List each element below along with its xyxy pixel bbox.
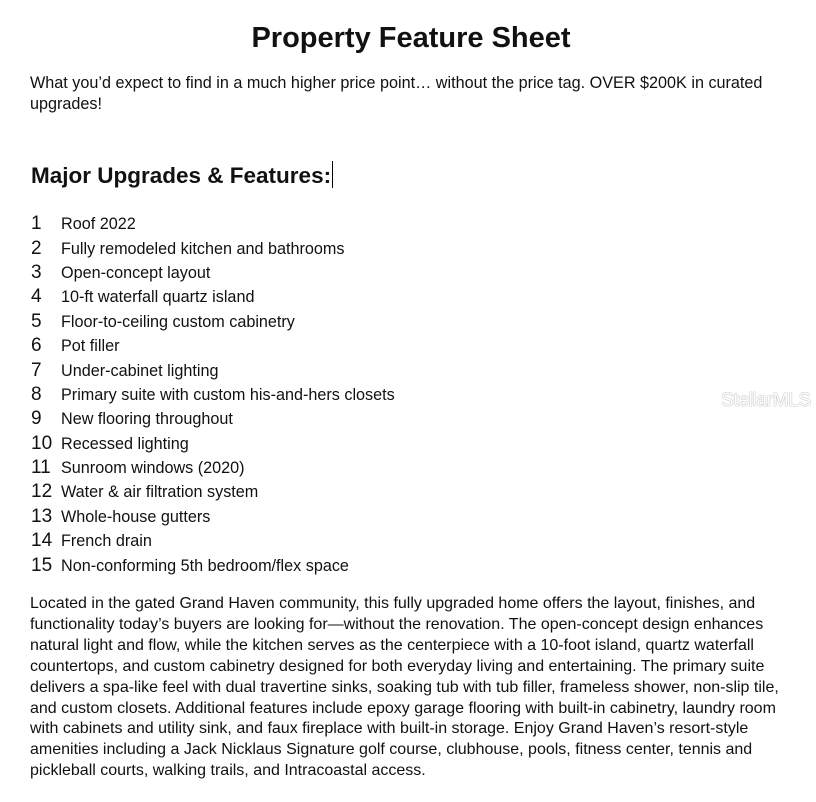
list-item — [31, 358, 395, 382]
feature-label: Roof 2022 — [61, 215, 136, 234]
list-item — [31, 456, 395, 480]
list-item — [31, 310, 395, 334]
list-item — [31, 529, 395, 553]
feature-label: French drain — [61, 532, 152, 551]
feature-number: 8 — [31, 383, 42, 405]
page-title: Property Feature Sheet — [251, 22, 571, 54]
feature-label: Fully remodeled kitchen and bathrooms — [61, 239, 345, 258]
feature-number: 7 — [31, 359, 42, 381]
list-item — [31, 432, 395, 456]
feature-number: 13 — [31, 505, 53, 527]
feature-number: 12 — [31, 481, 53, 503]
feature-label: New flooring throughout — [61, 410, 233, 429]
feature-number: 10 — [31, 432, 53, 454]
list-item — [31, 236, 395, 260]
list-item — [31, 553, 395, 577]
feature-number: 5 — [31, 310, 42, 332]
feature-number: 11 — [31, 457, 51, 479]
section-heading — [31, 161, 333, 191]
feature-label: Floor-to-ceiling custom cabinetry — [61, 312, 295, 331]
feature-label: Pot filler — [61, 337, 120, 356]
intro-paragraph: What you’d expect to find in a much higher price point… without the price tag. OVER $200K in curated upgrades! — [30, 74, 763, 113]
list-item — [31, 505, 395, 529]
list-item — [31, 407, 395, 431]
list-item — [31, 212, 395, 236]
feature-number: 1 — [31, 213, 42, 235]
feature-number: 2 — [31, 237, 42, 259]
feature-number: 15 — [31, 554, 53, 576]
feature-label: Under-cabinet lighting — [61, 361, 219, 380]
feature-label: Open-concept layout — [61, 263, 211, 282]
feature-number: 14 — [31, 530, 53, 552]
feature-label: Water & air filtration system — [61, 483, 259, 502]
feature-number: 9 — [31, 408, 42, 430]
feature-label: Whole-house gutters — [61, 507, 211, 526]
feature-number: 6 — [31, 335, 42, 357]
watermark: StellarMLS — [721, 390, 811, 411]
feature-list — [31, 212, 395, 578]
feature-label: Recessed lighting — [61, 434, 189, 453]
list-item — [31, 480, 395, 504]
feature-number: 3 — [31, 261, 42, 283]
list-item — [31, 285, 395, 309]
feature-label: Sunroom windows (2020) — [61, 459, 245, 478]
feature-label: 10-ft waterfall quartz island — [61, 288, 255, 307]
section-heading-text: Major Upgrades & Features: — [31, 163, 332, 188]
list-item — [31, 334, 395, 358]
list-item — [31, 383, 395, 407]
feature-number: 4 — [31, 286, 42, 308]
list-item — [31, 261, 395, 285]
feature-label: Primary suite with custom his-and-hers closets — [61, 385, 395, 404]
feature-label: Non-conforming 5th bedroom/flex space — [61, 556, 349, 575]
text-cursor — [332, 161, 333, 188]
description-paragraph: Located in the gated Grand Haven community, this fully upgraded home offers the layout, finishes, and functionality today’s buyers are looking for—without the renovation. The open-concept design enhances natural light and flow, while the kitchen serves as the centerpiece with a 10-foot island, quartz waterfall countertops, and custom cabinetry designed for both everyday living and entertaining. The primary suite delivers a spa-like feel with dual travertine sinks, soaking tub with tub filler, frameless shower, non-slip tile, and custom closets. Additional features include epoxy garage flooring with built-in cabinetry, laundry room with cabinets and utility sink, and faux fireplace with built-in storage. Enjoy Grand Haven’s resort-style amenities including a Jack Nicklaus Signature golf course, clubhouse, pools, fitness center, tennis and pickleball courts, walking trails, and Intracoastal access. — [30, 595, 779, 780]
